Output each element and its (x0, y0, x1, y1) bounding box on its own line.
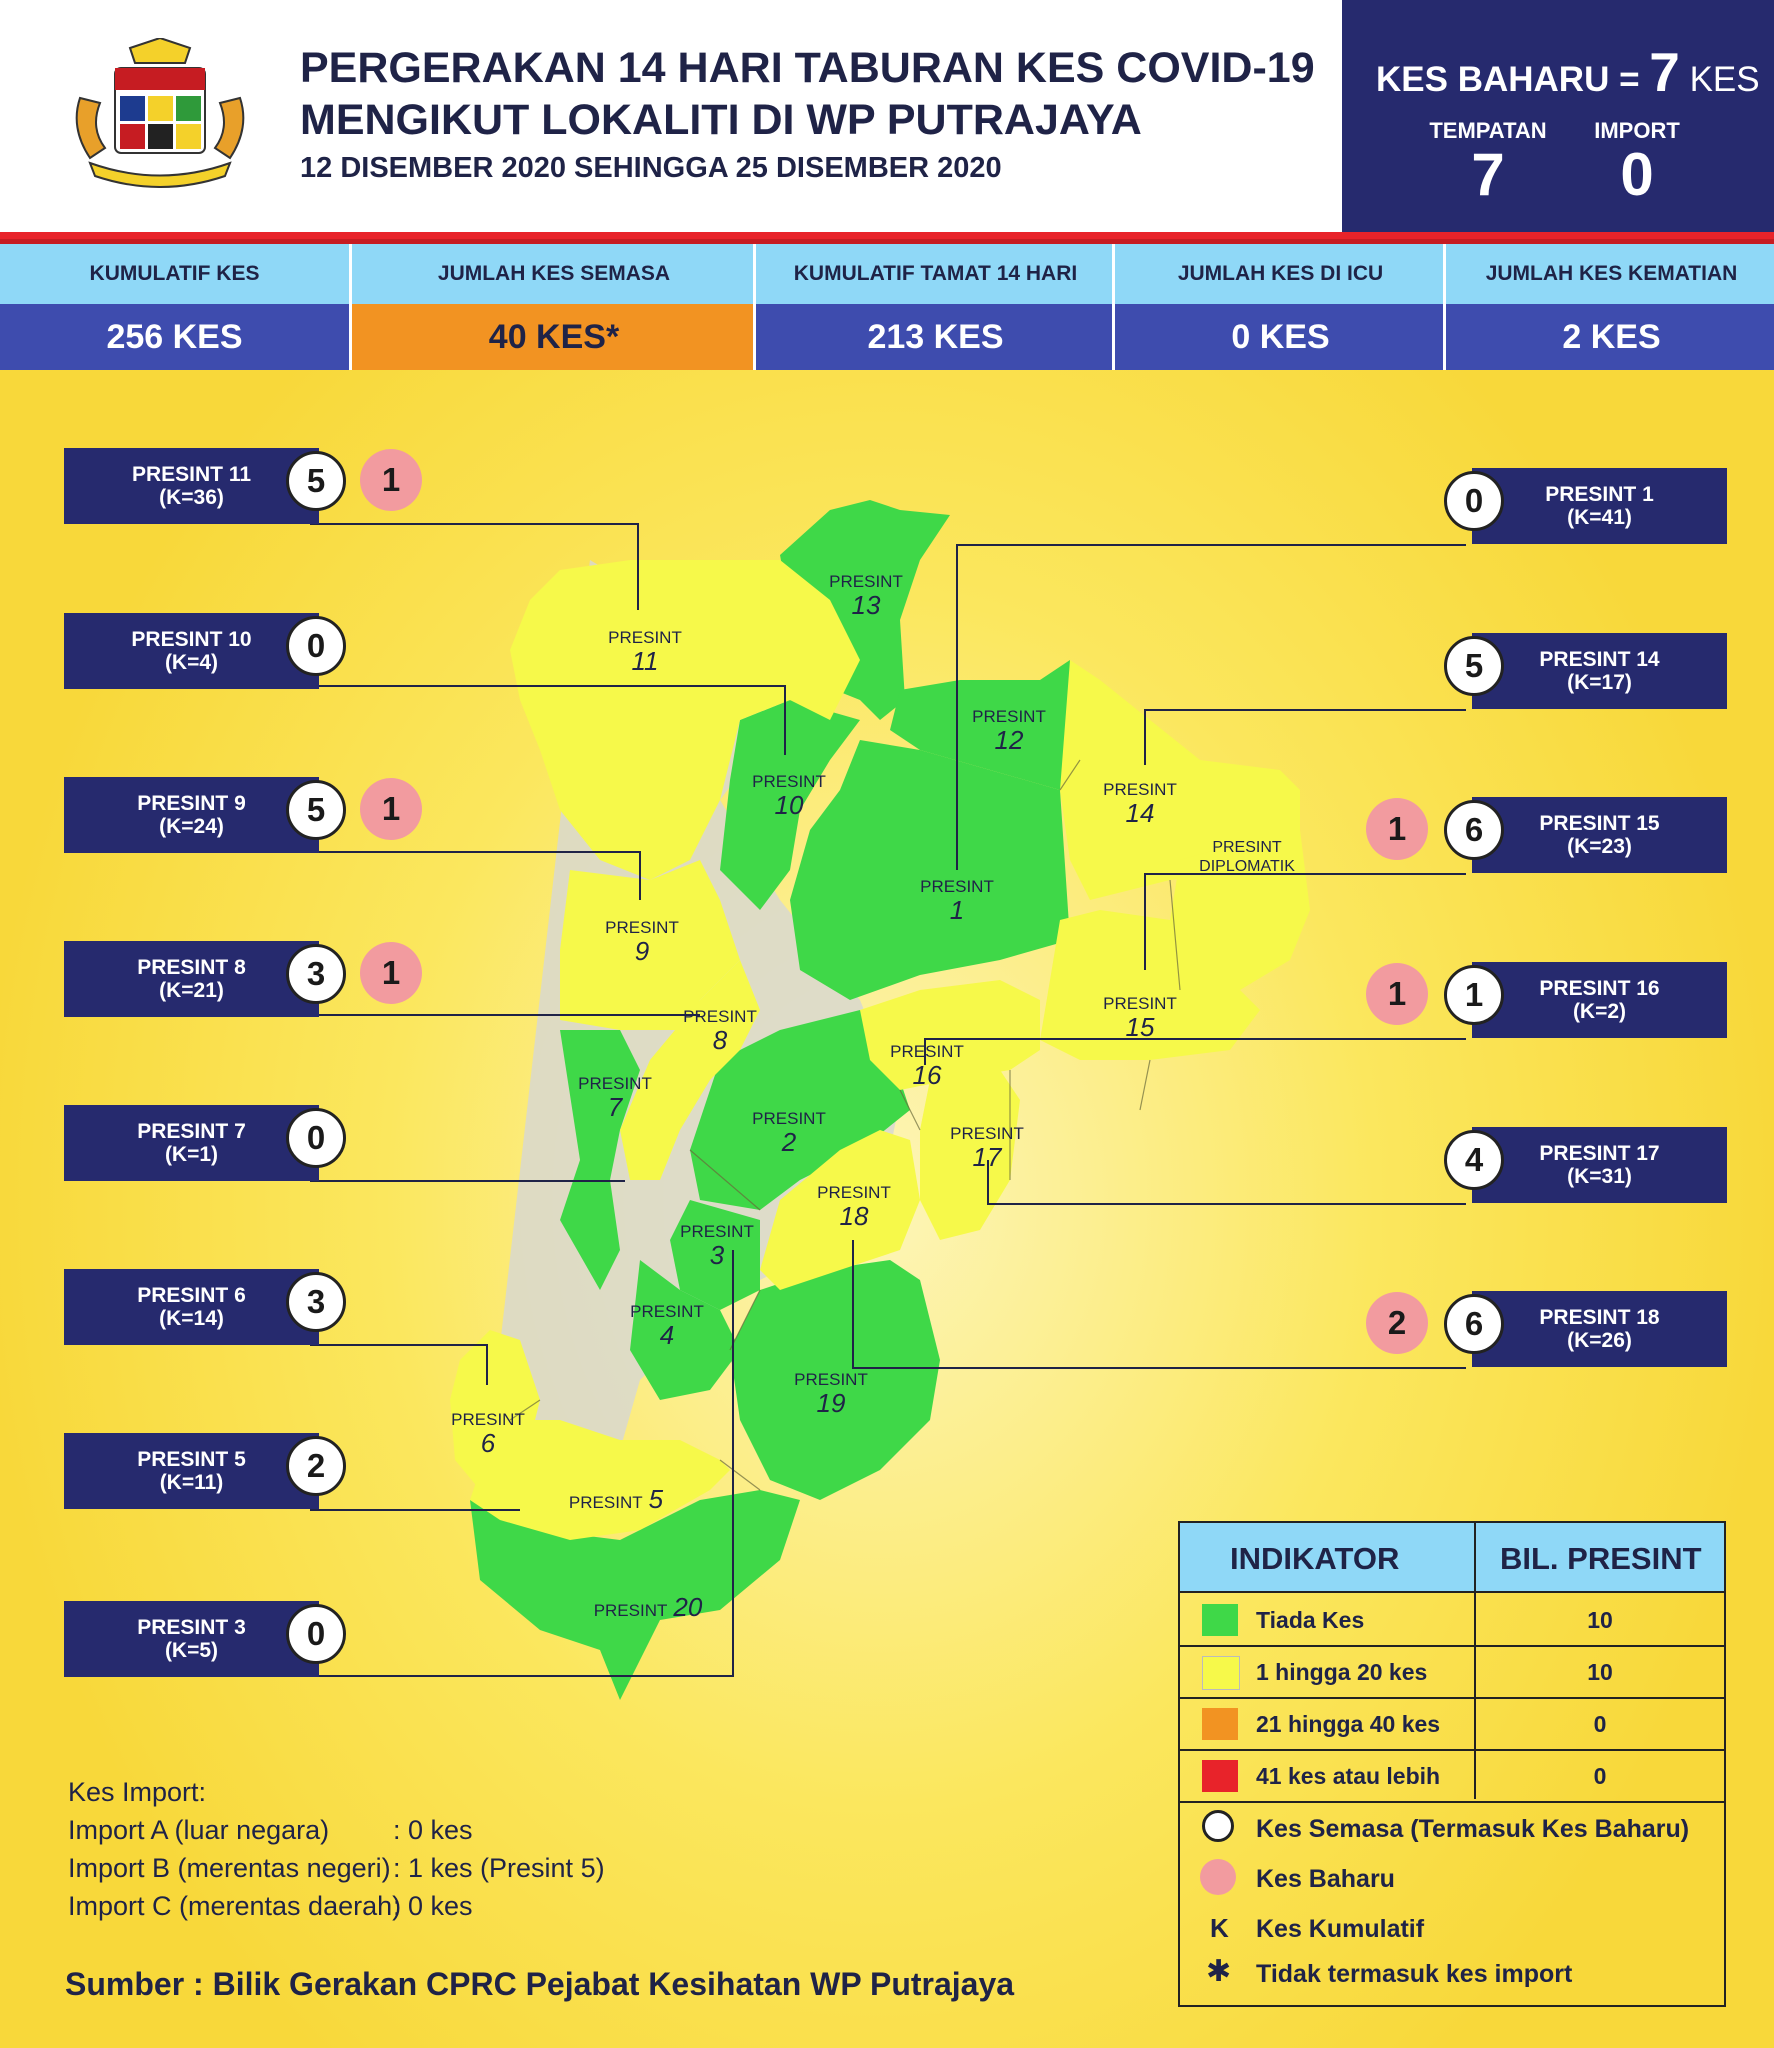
presint-8-baharu: 1 (360, 942, 422, 1004)
map-label-word: PRESINT (752, 772, 826, 791)
presint-6-box (64, 1269, 319, 1345)
map-label-number: 10 (774, 790, 804, 820)
asterisk-icon: ✱ (1206, 1955, 1232, 1988)
map-label-word: PRESINT (451, 1410, 525, 1429)
map-label-number: 7 (607, 1092, 623, 1122)
map-label-presint-12 (949, 707, 1069, 754)
map-label-presint-8 (660, 1007, 780, 1054)
box-kumulatif: (K=5) (164, 1639, 219, 1662)
stat-label: JUMLAH KES KEMATIAN (1446, 244, 1774, 304)
source-credit: Sumber : Bilik Gerakan CPRC Pejabat Kesihatan WP Putrajaya (65, 1966, 1015, 2002)
legend-row-21-40 (1180, 1697, 1724, 1751)
note-value: : 1 kes (Presint 5) (393, 1853, 605, 1883)
presint-15-box (1472, 797, 1727, 873)
map-label-word: PRESINT (920, 877, 994, 896)
legend-semasa-text: Kes Semasa (Termasuk Kes Baharu) (1256, 1815, 1690, 1843)
map-label-word: PRESINT (1103, 780, 1177, 799)
legend (1178, 1521, 1726, 2007)
box-kumulatif: (K=23) (1567, 835, 1632, 858)
legend-header (1180, 1523, 1724, 1593)
legend-label: Tiada Kes (1256, 1607, 1365, 1633)
presint-5-box (64, 1433, 319, 1509)
box-kumulatif: (K=36) (159, 486, 224, 509)
map-label-word: PRESINT (605, 918, 679, 937)
legend-label: 1 hingga 20 kes (1256, 1659, 1428, 1685)
map-label-word: PRESINT (578, 1074, 652, 1093)
map-label-presint-10 (729, 772, 849, 819)
note-label: Import A (luar negara) (68, 1815, 330, 1845)
map-label-presint-17 (927, 1124, 1047, 1171)
map-label-presint-20 (583, 1593, 713, 1621)
box-kumulatif: (K=14) (159, 1307, 224, 1330)
map-label-presint-13 (806, 572, 926, 619)
tempatan-label: TEMPATAN (1429, 118, 1547, 143)
legend-swatch-orange (1202, 1708, 1238, 1740)
import-label: IMPORT (1594, 118, 1680, 143)
legend-baharu-text: Kes Baharu (1256, 1865, 1395, 1893)
stat-value: 0 KES (1115, 304, 1446, 370)
title-line-1: PERGERAKAN 14 HARI TABURAN KES COVID-19 (300, 44, 1315, 92)
legend-count: 10 (1587, 1607, 1613, 1633)
presint-6-semasa: 3 (286, 1272, 346, 1332)
map-label-word: PRESINT (972, 707, 1046, 726)
map-label-number: 8 (712, 1025, 728, 1055)
map-label-word: PRESINT (890, 1042, 964, 1061)
map-label-presint-15 (1080, 994, 1200, 1041)
presint-18-box (1472, 1291, 1727, 1367)
presint-1-box (1472, 468, 1727, 544)
legend-kes-baharu (1180, 1853, 1724, 1903)
import-notes (68, 1773, 605, 1925)
note-label: Import B (merentas negeri) (68, 1853, 391, 1883)
map-label-word: PRESINT (829, 572, 903, 591)
box-name: PRESINT 14 (1539, 648, 1660, 671)
presint-11-semasa: 5 (286, 451, 346, 511)
box-name: PRESINT 6 (137, 1284, 246, 1307)
box-name: PRESINT 15 (1539, 812, 1660, 835)
title-line-2: MENGIKUT LOKALITI DI WP PUTRAJAYA (300, 96, 1142, 144)
map-label-presint-3 (657, 1222, 777, 1269)
presint-10-box (64, 613, 319, 689)
note-value: : 0 kes (393, 1891, 473, 1921)
map-label-presint-5 (556, 1485, 676, 1513)
box-name: PRESINT 17 (1539, 1142, 1660, 1165)
legend-row-1-20 (1180, 1645, 1724, 1699)
box-kumulatif: (K=21) (159, 979, 224, 1002)
tempatan-value: 7 (1471, 141, 1505, 208)
box-kumulatif: (K=31) (1567, 1165, 1632, 1188)
legend-star-text: Tidak termasuk kes import (1256, 1960, 1573, 1988)
legend-label: 21 hingga 40 kes (1256, 1711, 1441, 1737)
presint-11-baharu: 1 (360, 449, 422, 511)
presint-1-semasa: 0 (1444, 471, 1504, 531)
presint-14-box (1472, 633, 1727, 709)
box-kumulatif: (K=26) (1567, 1329, 1632, 1352)
map-label-word: PRESINT (817, 1183, 891, 1202)
map-label-number: 11 (631, 646, 659, 676)
map-label-number: 1 (949, 895, 965, 925)
map-label-number: 15 (1125, 1012, 1155, 1042)
map-label-number: 13 (851, 590, 881, 620)
presint-16-semasa: 1 (1444, 965, 1504, 1025)
pink-circle-icon (1200, 1859, 1236, 1895)
presint-15-baharu: 1 (1366, 798, 1428, 860)
presint-3-box (64, 1601, 319, 1677)
map-label-word: PRESINT (1103, 994, 1177, 1013)
presint-7-box (64, 1105, 319, 1181)
map-label-word: PRESINT (683, 1007, 757, 1026)
legend-count: 0 (1593, 1763, 1607, 1789)
box-name: PRESINT 8 (137, 956, 246, 979)
stat-label: KUMULATIF TAMAT 14 HARI (756, 244, 1115, 304)
map-label-word: PRESINT (568, 1493, 643, 1512)
map-label-word: PRESINT (593, 1601, 668, 1620)
date-range: 12 DISEMBER 2020 SEHINGGA 25 DISEMBER 2020 (300, 152, 1002, 184)
map-label-number: 20 (673, 1592, 703, 1622)
map-label-presint-19 (771, 1370, 891, 1417)
presint-3-semasa: 0 (286, 1604, 346, 1664)
map-label-number: 16 (912, 1060, 942, 1090)
presint-9-box (64, 777, 319, 853)
box-kumulatif: (K=1) (164, 1143, 219, 1166)
map-label-word: PRESINT (680, 1222, 754, 1241)
map-label-presint-4 (607, 1302, 727, 1349)
map-label-number: 18 (839, 1201, 869, 1231)
map-label-number: 14 (1125, 798, 1155, 828)
box-name: PRESINT 5 (137, 1448, 246, 1471)
map-label-presint-11 (585, 628, 705, 675)
note-row-b (68, 1849, 605, 1887)
box-kumulatif: (K=24) (159, 815, 224, 838)
map-label-number: 4 (659, 1320, 675, 1350)
map-label-presint-16 (867, 1042, 987, 1089)
presint-8-box (64, 941, 319, 1017)
map-label-presint-diplomatik: PRESINT DIPLOMATIK (1199, 839, 1295, 875)
note-row-c (68, 1887, 473, 1925)
legend-col-bil-presint: BIL. PRESINT (1500, 1541, 1702, 1576)
presint-17-semasa: 4 (1444, 1130, 1504, 1190)
map-label-number: 9 (634, 936, 650, 966)
white-circle-icon (1202, 1810, 1234, 1842)
box-name: PRESINT 10 (131, 628, 252, 651)
kes-baharu-unit: KES (1689, 60, 1760, 99)
presint-17-box (1472, 1127, 1727, 1203)
box-name: PRESINT 18 (1539, 1306, 1660, 1329)
stat-label: KUMULATIF KES (0, 244, 349, 304)
map-label-presint-6 (428, 1410, 548, 1457)
map-label-presint-1 (897, 877, 1017, 924)
box-kumulatif: (K=11) (159, 1471, 224, 1494)
legend-row-tiada-kes (1180, 1593, 1724, 1647)
legend-count: 0 (1593, 1711, 1607, 1737)
import-value: 0 (1620, 141, 1654, 208)
legend-tidak-import (1180, 1948, 1724, 1998)
note-label: Import C (merentas daerah) (68, 1891, 402, 1921)
map-label-number: 3 (709, 1240, 725, 1270)
map-label-number: 17 (972, 1142, 1002, 1172)
box-kumulatif: (K=2) (1572, 1000, 1627, 1023)
map-label-presint-18 (794, 1183, 914, 1230)
presint-14-semasa: 5 (1444, 636, 1504, 696)
stat-value: 213 KES (756, 304, 1115, 370)
map-label-presint-9 (582, 918, 702, 965)
presint-15-semasa: 6 (1444, 800, 1504, 860)
box-kumulatif: (K=17) (1567, 671, 1632, 694)
k-symbol: K (1210, 1913, 1229, 1943)
box-kumulatif: (K=41) (1567, 506, 1632, 529)
legend-row-41-lebih (1180, 1749, 1724, 1803)
legend-kes-kumulatif (1180, 1903, 1724, 1953)
stat-label: JUMLAH KES DI ICU (1115, 244, 1446, 304)
box-name: PRESINT 7 (137, 1120, 246, 1143)
legend-swatch-green (1202, 1604, 1238, 1636)
presint-10-semasa: 0 (286, 616, 346, 676)
map-label-presint-2 (729, 1109, 849, 1156)
kes-baharu-label: KES BAHARU = (1376, 60, 1640, 99)
legend-swatch-red (1202, 1760, 1238, 1792)
presint-16-box (1472, 962, 1727, 1038)
map-label-word: PRESINT (794, 1370, 868, 1389)
map-label-word: PRESINT (950, 1124, 1024, 1143)
note-value: : 0 kes (393, 1815, 473, 1845)
box-name: PRESINT 1 (1545, 483, 1654, 506)
presint-18-baharu: 2 (1366, 1292, 1428, 1354)
stat-value: 40 KES* (352, 304, 756, 370)
box-name: PRESINT 16 (1539, 977, 1660, 1000)
box-name: PRESINT 11 (131, 463, 252, 486)
kes-baharu-value: 7 (1649, 41, 1680, 103)
stat-value: 256 KES (0, 304, 349, 370)
presint-16-baharu: 1 (1366, 963, 1428, 1025)
map-label-number: 5 (648, 1484, 664, 1514)
legend-col-indikator: INDIKATOR (1230, 1541, 1400, 1576)
presint-7-semasa: 0 (286, 1108, 346, 1168)
legend-count: 10 (1587, 1659, 1613, 1685)
map-label-number: 12 (994, 725, 1024, 755)
presint-11-box (64, 448, 319, 524)
presint-9-baharu: 1 (360, 778, 422, 840)
map-label-presint-14 (1080, 780, 1200, 827)
box-name: PRESINT 3 (137, 1616, 246, 1639)
map-label-number: 19 (816, 1388, 846, 1418)
legend-kumulatif-text: Kes Kumulatif (1256, 1915, 1425, 1943)
stat-label: JUMLAH KES SEMASA (352, 244, 756, 304)
box-name: PRESINT 9 (137, 792, 246, 815)
legend-label: 41 kes atau lebih (1256, 1763, 1441, 1789)
notes-title: Kes Import: (68, 1777, 207, 1807)
legend-swatch-yellow (1202, 1656, 1240, 1690)
presint-8-semasa: 3 (286, 944, 346, 1004)
stat-value: 2 KES (1446, 304, 1774, 370)
box-kumulatif: (K=4) (164, 651, 219, 674)
map-label-number: 6 (480, 1428, 496, 1458)
legend-kes-semasa (1180, 1803, 1724, 1853)
note-row-a (68, 1811, 473, 1849)
map-label-number: 2 (781, 1127, 797, 1157)
map-label-word: PRESINT (608, 628, 682, 647)
presint-9-semasa: 5 (286, 780, 346, 840)
presint-5-semasa: 2 (286, 1436, 346, 1496)
presint-18-semasa: 6 (1444, 1294, 1504, 1354)
map-label-word: PRESINT (630, 1302, 704, 1321)
map-label-presint-7 (555, 1074, 675, 1121)
map-label-word: PRESINT (752, 1109, 826, 1128)
